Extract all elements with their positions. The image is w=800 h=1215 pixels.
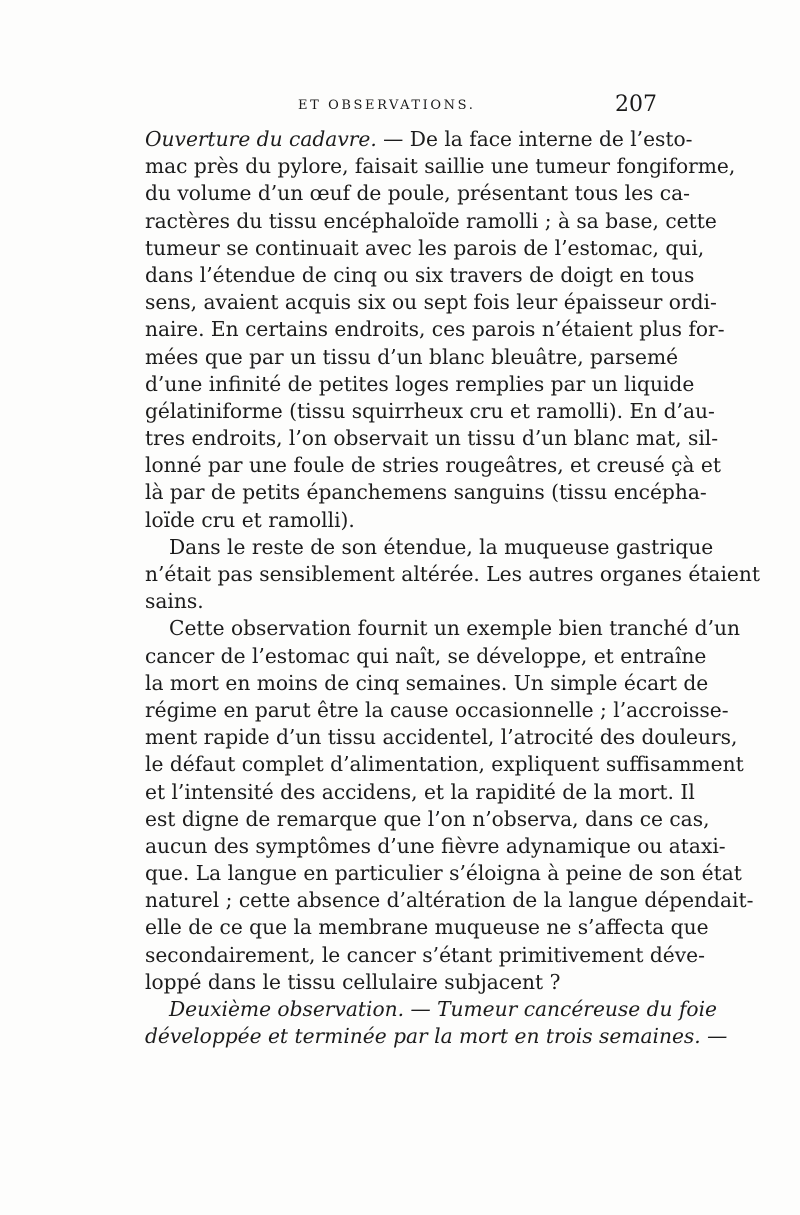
text-line: mées que par un tissu d’un blanc bleuâtre, parsemé bbox=[145, 344, 679, 369]
text-line: aucun des symptômes d’une fièvre adynamique ou ataxi- bbox=[145, 833, 726, 858]
text-line: là par de petits épanchemens sanguins (tissu encépha- bbox=[145, 480, 707, 505]
text-line: naturel ; cette absence d’altération de la langue dépendait- bbox=[145, 888, 754, 913]
text-line: que. La langue en particulier s’éloigna à peine de son état bbox=[145, 861, 742, 886]
text-line: loïde cru et ramolli). bbox=[145, 507, 355, 532]
text-line: tres endroits, l’on observait un tissu d’un blanc mat, sil- bbox=[145, 426, 719, 451]
text-line: lonné par une foule de stries rougeâtres, et creusé çà et bbox=[145, 453, 721, 478]
text-run: — De la face interne de l’esto- bbox=[376, 127, 693, 151]
page-header bbox=[145, 92, 657, 122]
body-text bbox=[145, 126, 760, 1050]
running-title: ET OBSERVATIONS. bbox=[298, 98, 476, 113]
text-line: du volume d’un œuf de poule, présentant tous les ca- bbox=[145, 181, 690, 206]
text-line bbox=[145, 126, 693, 153]
text-line: cancer de l’estomac qui naît, se développe, et entraîne bbox=[145, 643, 707, 668]
text-line: le défaut complet d’alimentation, expliquent suffisamment bbox=[145, 752, 744, 777]
text-line: dans l’étendue de cinq ou six travers de doigt en tous bbox=[145, 262, 695, 287]
text-line: mac près du pylore, faisait saillie une tumeur fongiforme, bbox=[145, 154, 736, 179]
section-heading: Deuxième observation. — Tumeur cancéreuse du foie bbox=[169, 997, 717, 1021]
text-line: elle de ce que la membrane muqueuse ne s’affecta que bbox=[145, 915, 709, 940]
text-line: tumeur se continuait avec les parois de l’estomac, qui, bbox=[145, 235, 705, 260]
text-line: est digne de remarque que l’on n’observa, dans ce cas, bbox=[145, 806, 710, 831]
text-line: secondairement, le cancer s’étant primitivement déve- bbox=[145, 942, 705, 967]
text-line: n’était pas sensiblement altérée. Les autres organes étaient bbox=[145, 562, 760, 586]
text-line: Cette observation fournit un exemple bien tranché d’un bbox=[169, 616, 741, 641]
text-line: naire. En certains endroits, ces parois n’étaient plus for- bbox=[145, 317, 725, 342]
text-line: régime en parut être la cause occasionnelle ; l’accroisse- bbox=[145, 697, 729, 722]
text-line: sens, avaient acquis six ou sept fois leur épaisseur ordi- bbox=[145, 290, 717, 315]
text-line: la mort en moins de cinq semaines. Un simple écart de bbox=[145, 670, 709, 695]
text-line: ment rapide d’un tissu accidentel, l’atrocité des douleurs, bbox=[145, 725, 738, 750]
text-line: loppé dans le tissu cellulaire subjacent ? bbox=[145, 969, 561, 994]
text-line: d’une infinité de petites loges remplies par un liquide bbox=[145, 371, 695, 396]
text-line: et l’intensité des accidens, et la rapidité de la mort. Il bbox=[145, 779, 695, 804]
text-line: Dans le reste de son étendue, la muqueuse gastrique bbox=[169, 534, 714, 559]
section-heading: Ouverture du cadavre. bbox=[145, 127, 377, 151]
section-heading: développée et terminée par la mort en trois semaines. — bbox=[145, 1024, 728, 1049]
text-line: ractères du tissu encéphaloïde ramolli ; à sa base, cette bbox=[145, 208, 717, 233]
text-line: sains. bbox=[145, 589, 204, 614]
text-line: gélatiniforme (tissu squirrheux cru et ramolli). En d’au- bbox=[145, 398, 715, 423]
page-number: 207 bbox=[615, 92, 657, 117]
